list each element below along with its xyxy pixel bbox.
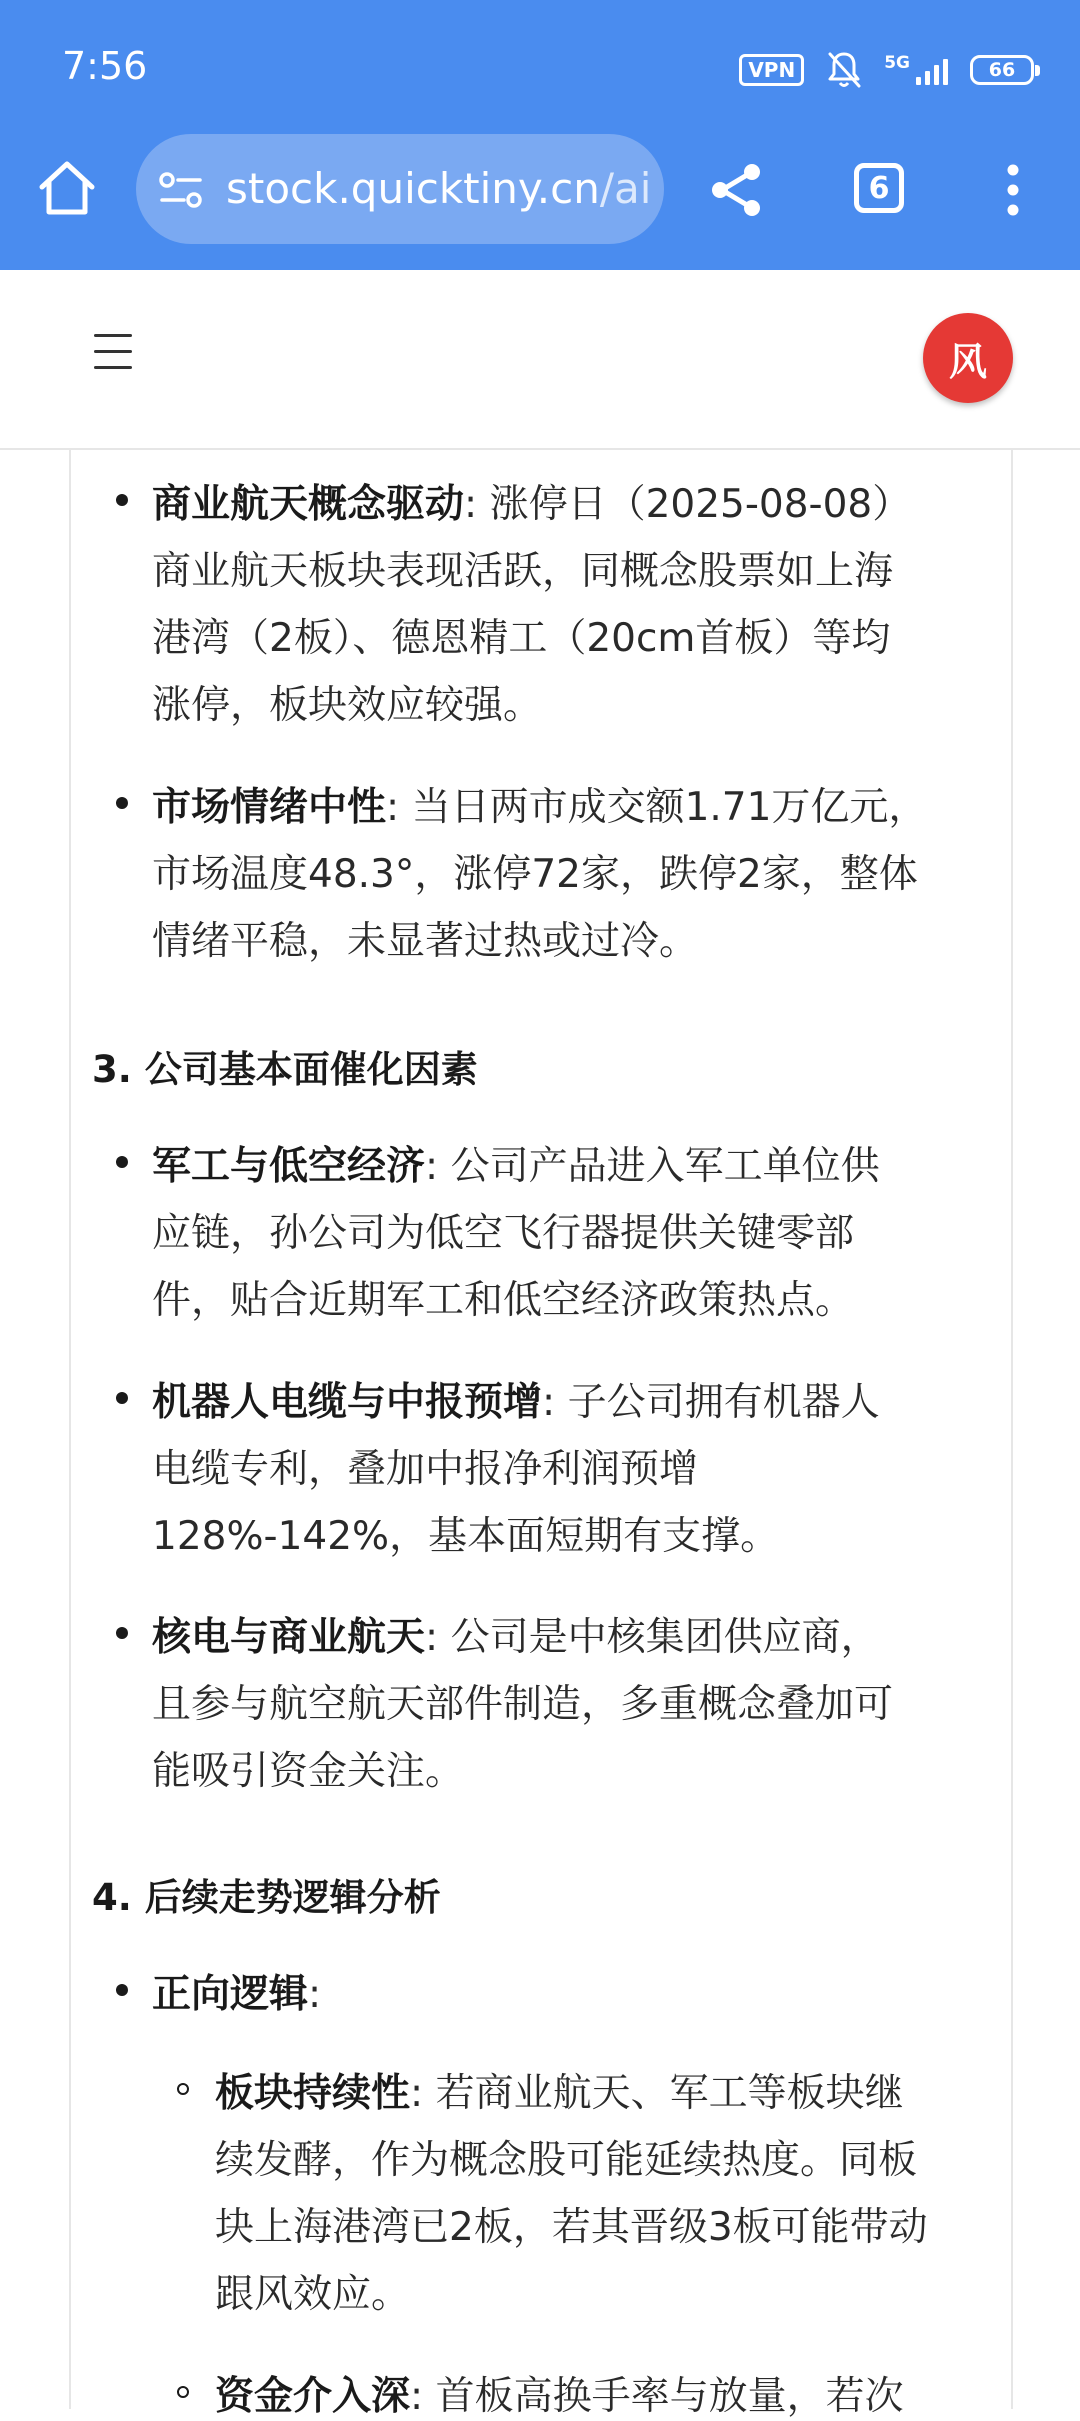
hamburger-menu-icon[interactable] [94,334,132,370]
bullet-text-military-low-altitude: 军工与低空经济: 公司产品进入军工单位供 [152,1144,880,1189]
text-line: 涨停，板块效应较强。 [152,683,543,728]
section-heading-3: 3. 公司基本面催化因素 [92,1048,478,1091]
address-bar[interactable] [136,134,664,244]
text-line: 商业航天板块表现活跃，同概念股票如上海 [152,549,894,594]
avatar[interactable]: 风 [923,313,1013,403]
bullet-text-nuclear-aerospace: 核电与商业航天: 公司是中核集团供应商， [152,1615,880,1660]
bullet-dot [116,494,128,506]
bullet-dot [116,1156,128,1168]
bullet-dot [116,1392,128,1404]
more-menu-icon[interactable] [988,160,1038,220]
tab-count: 6 [868,170,890,206]
tab-switcher-button[interactable] [854,163,904,213]
text-line: 情绪平稳，未显著过热或过冷。 [152,919,699,964]
browser-chrome [0,0,1080,270]
battery-icon [970,55,1034,85]
text-line: 且参与航空航天部件制造，多重概念叠加可 [152,1682,894,1727]
signal-icon [884,55,948,85]
text-line: 应链，孙公司为低空飞行器提供关键零部 [152,1211,855,1256]
bullet-text-commercial-aerospace: 商业航天概念驱动: 涨停日（2025-08-08） [152,482,912,527]
network-type: 5G [884,53,910,73]
site-settings-icon[interactable] [158,170,204,210]
text-line: 块上海港湾已2板，若其晋级3板可能带动 [215,2205,928,2250]
status-icons [739,48,1034,92]
bullet-text-robot-cable: 机器人电缆与中报预增: 子公司拥有机器人 [152,1380,880,1425]
section-heading-4: 4. 后续走势逻辑分析 [92,1876,441,1919]
home-icon[interactable] [34,155,100,221]
sub-bullet-text-capital-involvement: 资金介入深: 首板高换手率与放量，若次 [215,2374,904,2419]
text-line: 市场温度48.3°，涨停72家，跌停2家，整体 [152,852,918,897]
text-line: 续发酵，作为概念股可能延续热度。同板 [215,2138,918,2183]
sub-bullet-text-sector-continuity: 板块持续性: 若商业航天、军工等板块继 [215,2071,904,2116]
site-header [0,270,1080,450]
bullet-text-market-sentiment: 市场情绪中性: 当日两市成交额1.71万亿元， [152,785,928,830]
text-line: 电缆专利，叠加中报净利润预增 [152,1447,699,1492]
text-line: 能吸引资金关注。 [152,1749,465,1794]
bullet-dot [116,797,128,809]
sub-bullet-circle [177,2083,189,2095]
sub-bullet-circle [177,2386,189,2398]
battery-level: 66 [988,59,1016,81]
text-line: 港湾（2板）、德恩精工（20cm首板）等均 [152,616,891,661]
text-line: 件，贴合近期军工和低空经济政策热点。 [152,1278,855,1323]
status-time: 7:56 [62,44,148,88]
bullet-dot [116,1627,128,1639]
share-icon[interactable] [706,160,766,220]
bullet-text-positive-logic: 正向逻辑: [152,1972,322,2017]
url-text: stock.quicktiny.cn/ai [226,164,652,213]
vpn-icon: VPN [739,54,804,86]
mute-notification-icon [826,50,862,90]
text-line: 128%-142%，基本面短期有支撑。 [152,1514,780,1559]
text-line: 跟风效应。 [215,2272,411,2317]
bullet-dot [116,1984,128,1996]
